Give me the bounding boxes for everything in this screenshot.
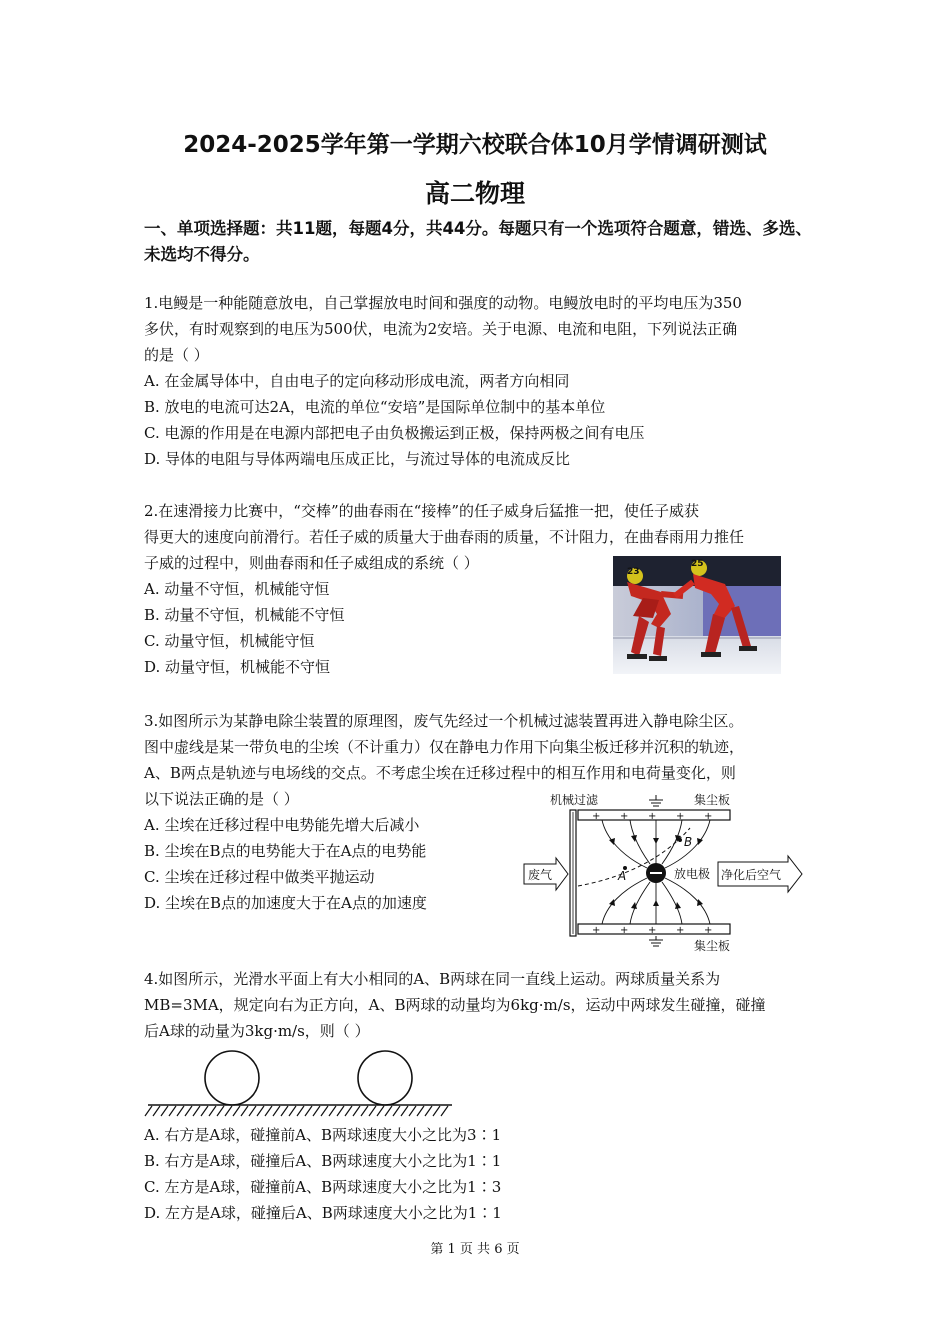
- hatch-mark: [185, 1106, 192, 1116]
- q2-option-c: C. 动量守恒，机械能守恒: [144, 632, 315, 650]
- ball-right: [358, 1051, 412, 1105]
- q4-option-d: D. 左方是A球，碰撞后A、B两球速度大小之比为1∶1: [144, 1204, 502, 1222]
- q2-option-a: A. 动量不守恒，机械能守恒: [144, 580, 330, 598]
- hatch-mark: [337, 1106, 344, 1116]
- subject-title: 高二物理: [424, 179, 525, 208]
- q1-stem-line: 多伏，有时观察到的电压为500伏，电流为2安培。关于电源、电流和电阻，下列说法正确: [144, 320, 738, 338]
- svg-text:+: +: [704, 811, 713, 822]
- hatch-mark: [273, 1106, 280, 1116]
- hatch-mark: [169, 1106, 176, 1116]
- ground-symbol-top: [649, 795, 663, 806]
- q2-stem-line: 得更大的速度向前滑行。若任子威的质量大于曲春雨的质量，不计阻力，在曲春雨用力推任: [144, 528, 745, 546]
- hatch-mark: [233, 1106, 240, 1116]
- hatch-mark: [441, 1106, 448, 1116]
- filter-label: 机械过滤: [550, 793, 599, 807]
- electrostatic-precipitator-diagram: [522, 790, 812, 958]
- q4-stem-line: 4.如图所示，光滑水平面上有大小相同的A、B两球在同一直线上运动。两球质量关系为: [144, 970, 721, 988]
- q4-stem-line: MB=3MA，规定向右为正方向，A、B两球的动量均为6kg·m/s，运动中两球发生碰撞，碰撞: [144, 996, 766, 1014]
- hatch-mark: [321, 1106, 328, 1116]
- ball-left: [205, 1051, 259, 1105]
- hatch-mark: [393, 1106, 400, 1116]
- svg-text:+: +: [648, 811, 657, 822]
- q2-option-b: B. 动量不守恒，机械能不守恒: [144, 606, 345, 624]
- q3-stem-line: 3.如图所示为某静电除尘装置的原理图，废气先经过一个机械过滤装置再进入静电除尘区。: [144, 712, 744, 730]
- page-footer: 第 1 页 共 6 页: [430, 1242, 520, 1257]
- hatch-mark: [329, 1106, 336, 1116]
- hatch-mark: [217, 1106, 224, 1116]
- section-heading: 一、单项选择题：共11题，每题4分，共44分。每题只有一个选项符合题意，错选、多选、未选均不得分。: [144, 219, 812, 264]
- skater-number-25: 25: [691, 559, 704, 569]
- hatch-mark: [177, 1106, 184, 1116]
- q4-stem-line: 后A球的动量为3kg·m/s，则（ ）: [144, 1022, 370, 1040]
- q1-stem-line: 1.电鳗是一种能随意放电，自己掌握放电时间和强度的动物。电鳗放电时的平均电压为350: [144, 294, 742, 312]
- hatch-mark: [145, 1106, 152, 1116]
- q3-stem-line: 以下说法正确的是（ ）: [144, 790, 299, 808]
- hatch-mark: [313, 1106, 320, 1116]
- hatch-mark: [225, 1106, 232, 1116]
- q1-option-b: B. 放电的电流可达2A，电流的单位“安培”是国际单位制中的基本单位: [144, 398, 606, 416]
- skater-number-23: 23: [627, 567, 640, 577]
- hatch-mark: [409, 1106, 416, 1116]
- hatch-mark: [385, 1106, 392, 1116]
- hatch-mark: [377, 1106, 384, 1116]
- svg-text:+: +: [704, 925, 713, 936]
- svg-text:+: +: [676, 811, 685, 822]
- speed-skating-photo: [613, 556, 781, 674]
- point-a-label: A: [618, 869, 627, 883]
- q3-option-a: A. 尘埃在迁移过程中电势能先增大后减小: [144, 816, 420, 834]
- hatch-mark: [433, 1106, 440, 1116]
- q3-stem-line: A、B两点是轨迹与电场线的交点。不考虑尘埃在迁移过程中的相互作用和电荷量变化，则: [144, 764, 736, 782]
- q3-option-d: D. 尘埃在B点的加速度大于在A点的加速度: [144, 894, 427, 912]
- q2-stem-line: 2.在速滑接力比赛中，“交棒”的曲春雨在“接棒”的任子威身后猛推一把，使任子威获: [144, 502, 699, 520]
- hatch-mark: [297, 1106, 304, 1116]
- hatch-mark: [201, 1106, 208, 1116]
- svg-text:+: +: [592, 811, 601, 822]
- hatch-mark: [417, 1106, 424, 1116]
- hatch-mark: [265, 1106, 272, 1116]
- svg-text:+: +: [648, 925, 657, 936]
- q1-stem-line: 的是（ ）: [144, 346, 209, 364]
- electrode-label: 放电极: [674, 867, 711, 881]
- hatch-mark: [289, 1106, 296, 1116]
- q1-option-c: C. 电源的作用是在电源内部把电子由负极搬运到正极，保持两极之间有电压: [144, 424, 645, 442]
- q3-stem-line: 图中虚线是某一带负电的尘埃（不计重力）仅在静电力作用下向集尘板迁移并沉积的轨迹，: [144, 738, 745, 756]
- q3-option-c: C. 尘埃在迁移过程中做类平抛运动: [144, 868, 375, 886]
- q4-option-c: C. 左方是A球，碰撞前A、B两球速度大小之比为1∶3: [144, 1178, 502, 1196]
- exam-title: 2024-2025学年第一学期六校联合体10月学情调研测试: [183, 132, 767, 158]
- hatch-mark: [281, 1106, 288, 1116]
- hatch-mark: [345, 1106, 352, 1116]
- hatch-mark: [209, 1106, 216, 1116]
- inlet-label: 废气: [528, 868, 553, 882]
- hatch-mark: [249, 1106, 256, 1116]
- svg-text:+: +: [620, 811, 629, 822]
- hatch-mark: [305, 1106, 312, 1116]
- hatch-mark: [153, 1106, 160, 1116]
- hatch-mark: [361, 1106, 368, 1116]
- q1-option-a: A. 在金属导体中，自由电子的定向移动形成电流，两者方向相同: [144, 372, 570, 390]
- bottom-plate-label: 集尘板: [694, 939, 731, 953]
- svg-text:+: +: [592, 925, 601, 936]
- hatch-mark: [425, 1106, 432, 1116]
- two-balls-diagram: [144, 1046, 456, 1122]
- point-b-label: B: [684, 835, 693, 849]
- hatch-mark: [161, 1106, 168, 1116]
- q4-option-a: A. 右方是A球，碰撞前A、B两球速度大小之比为3∶1: [144, 1126, 502, 1144]
- q2-option-d: D. 动量守恒，机械能不守恒: [144, 658, 331, 676]
- q3-option-b: B. 尘埃在B点的电势能大于在A点的电势能: [144, 842, 427, 860]
- hatch-mark: [369, 1106, 376, 1116]
- hatch-mark: [241, 1106, 248, 1116]
- hatch-mark: [353, 1106, 360, 1116]
- top-plate-label: 集尘板: [694, 793, 731, 807]
- hatch-mark: [193, 1106, 200, 1116]
- q1-option-d: D. 导体的电阻与导体两端电压成正比，与流过导体的电流成反比: [144, 450, 571, 468]
- svg-text:+: +: [676, 925, 685, 936]
- svg-text:+: +: [620, 925, 629, 936]
- ground-symbol-bottom: [649, 936, 663, 946]
- q4-option-b: B. 右方是A球，碰撞后A、B两球速度大小之比为1∶1: [144, 1152, 502, 1170]
- hatch-mark: [401, 1106, 408, 1116]
- q2-stem-line: 子威的过程中，则曲春雨和任子威组成的系统（ ）: [144, 554, 479, 572]
- outlet-label: 净化后空气: [721, 868, 782, 882]
- hatch-mark: [257, 1106, 264, 1116]
